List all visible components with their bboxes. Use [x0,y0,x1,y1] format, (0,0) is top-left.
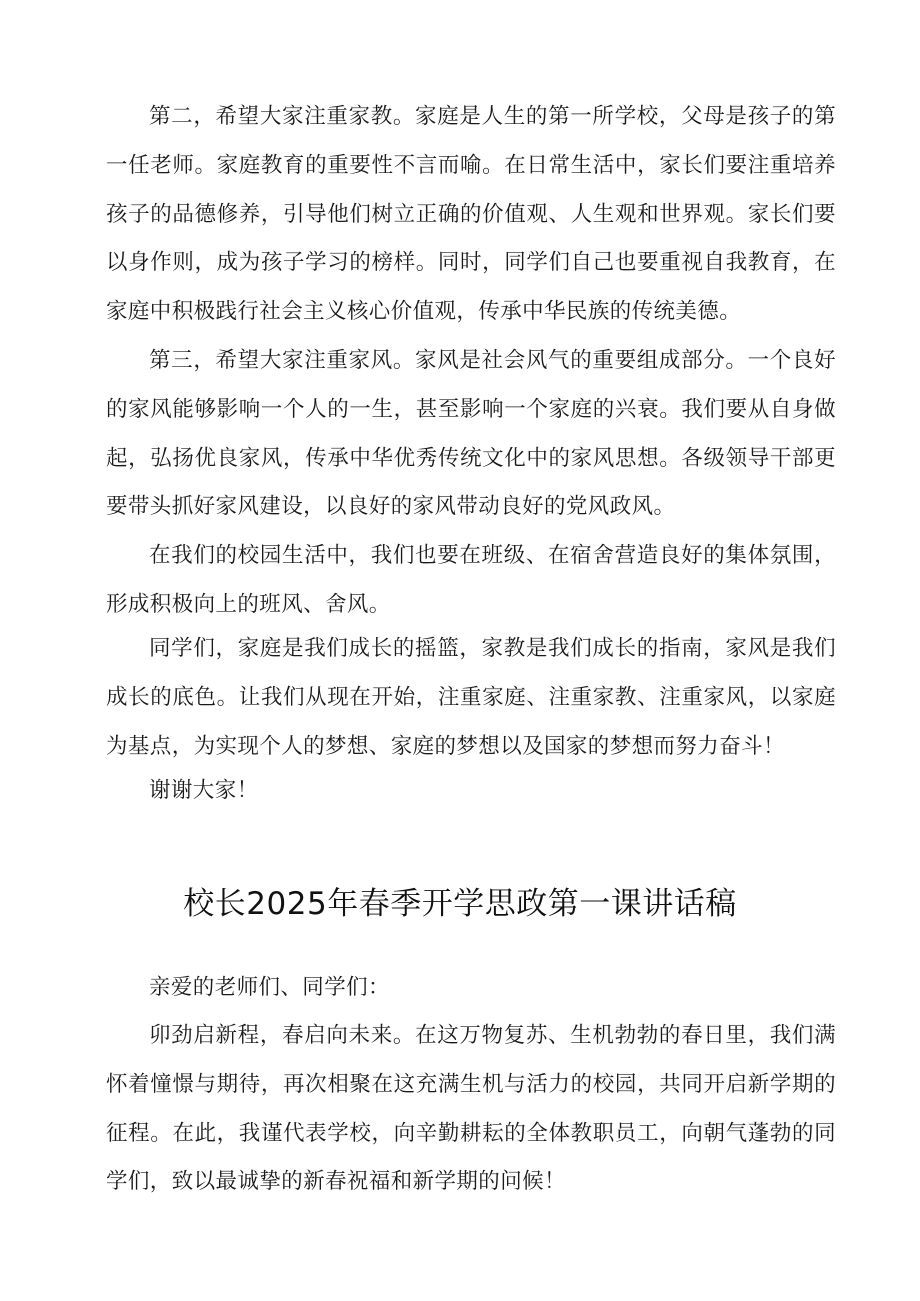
paragraph-opening: 卯劲启新程，春启向未来。在这万物复苏、生机勃勃的春日里，我们满怀着憧憬与期待，再次相聚在这充满生机与活力的校园，共同开启新学期的征程。在此，我谨代表学校，向辛勤耕耘的全体教职员工，向朝气蓬勃的同学们，致以最诚挚的新春祝福和新学期的问候！ [106,1023,836,1195]
paragraph-closing-call: 同学们，家庭是我们成长的摇篮，家教是我们成长的指南，家风是我们成长的底色。让我们从现在开始，注重家庭、注重家教、注重家风，以家庭为基点，为实现个人的梦想、家庭的梦想以及国家的梦想而努力奋斗！ [106,636,836,759]
paragraph-thanks: 谢谢大家！ [149,778,259,803]
paragraph-family-style: 第三，希望大家注重家风。家风是社会风气的重要组成部分。一个良好的家风能够影响一个人的一生，甚至影响一个家庭的兴衰。我们要从自身做起，弘扬优良家风，传承中华优秀传统文化中的家风思想。各级领导干部更要带头抓好家风建设，以良好的家风带动良好的党风政风。 [106,348,836,520]
paragraph-salutation: 亲爱的老师们、同学们： [149,975,390,1000]
speech-title: 校长2025年春季开学思政第一课讲话稿 [183,886,737,922]
paragraph-family-education: 第二，希望大家注重家教。家庭是人生的第一所学校，父母是孩子的第一任老师。家庭教育的重要性不言而喻。在日常生活中，家长们要注重培养孩子的品德修养，引导他们树立正确的价值观、人生观和世界观。家长们要以身作则，成为孩子学习的榜样。同时，同学们自己也要重视自我教育，在家庭中积极践行社会主义核心价值观，传承中华民族的传统美德。 [106,104,836,325]
paragraph-campus-life: 在我们的校园生活中，我们也要在班级、在宿舍营造良好的集体氛围，形成积极向上的班风、舍风。 [106,543,836,617]
